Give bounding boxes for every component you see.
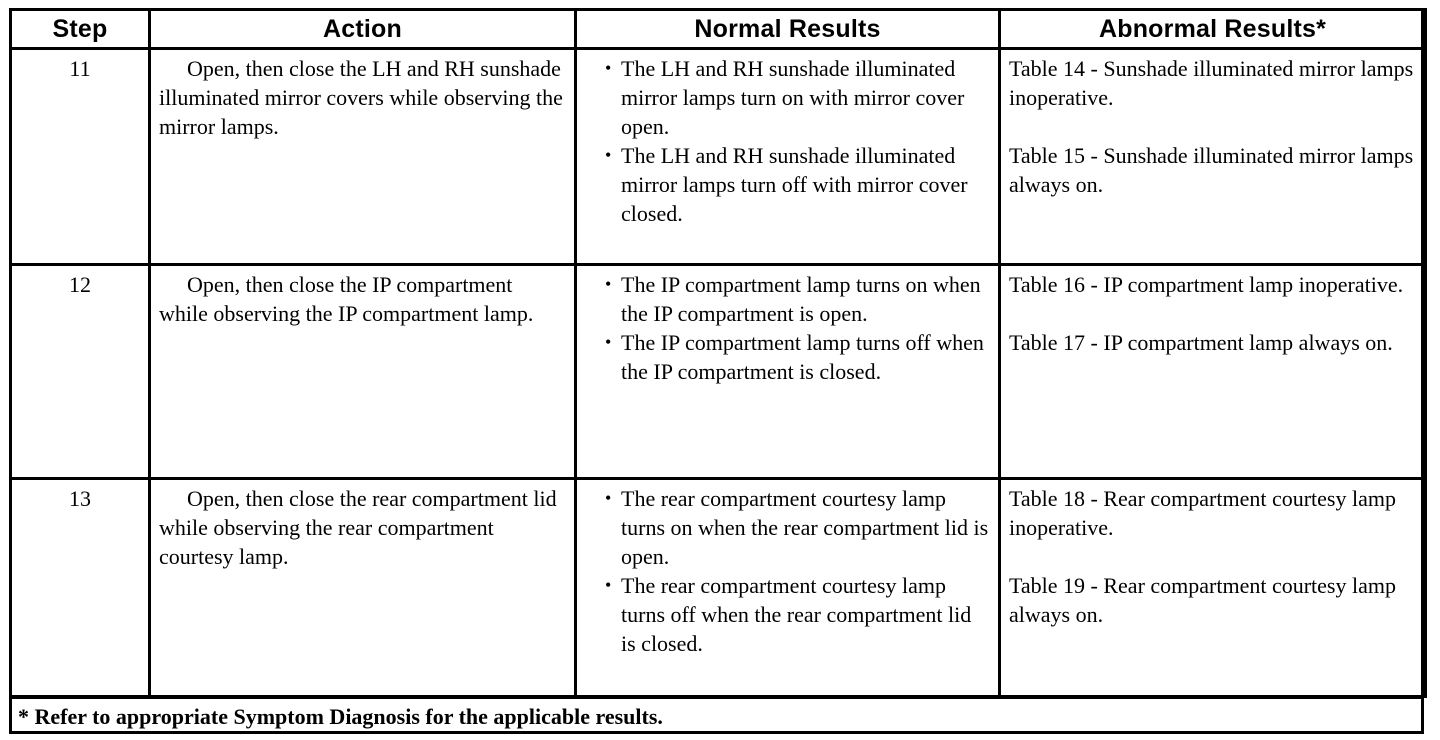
normal-results-cell: [576, 265, 1000, 479]
list-item: • The LH and RH sunshade illuminated mirror lamps turn off with mirror cover closed.: [621, 141, 990, 228]
step-number: 12: [11, 265, 150, 479]
action-text: Open, then close the IP compartment while observing the IP compartment lamp.: [159, 272, 534, 326]
footnote: * Refer to appropriate Symptom Diagnosis for the applicable results.: [12, 696, 1421, 731]
normal-results-list: [585, 484, 990, 658]
list-item: • The IP compartment lamp turns off when the IP compartment is closed.: [621, 328, 990, 386]
list-item: • The rear compartment courtesy lamp turns on when the rear compartment lid is open.: [621, 484, 990, 571]
abnormal-result-link: Table 16 - IP compartment lamp inoperative.: [1009, 272, 1404, 297]
header-action: Action: [150, 10, 576, 49]
table-row: [11, 49, 1426, 265]
list-item: • The rear compartment courtesy lamp turns off when the rear compartment lid is closed.: [621, 571, 990, 658]
abnormal-result-link: Table 17 - IP compartment lamp always on.: [1009, 330, 1393, 355]
diagnostic-table: [9, 8, 1427, 698]
header-step: Step: [11, 10, 150, 49]
action-text: Open, then close the LH and RH sunshade illuminated mirror covers while observing the mirror lamps.: [159, 56, 563, 139]
abnormal-results-cell: [1000, 265, 1426, 479]
abnormal-result-link: Table 19 - Rear compartment courtesy lamp always on.: [1009, 573, 1396, 627]
abnormal-result-link: Table 15 - Sunshade illuminated mirror lamps always on.: [1009, 143, 1414, 197]
step-number: 11: [11, 49, 150, 265]
abnormal-results-cell: [1000, 49, 1426, 265]
abnormal-results-cell: [1000, 479, 1426, 697]
normal-results-cell: [576, 479, 1000, 697]
action-cell: [150, 49, 576, 265]
action-cell: [150, 265, 576, 479]
table-row: [11, 265, 1426, 479]
list-item: • The IP compartment lamp turns on when the IP compartment is open.: [621, 270, 990, 328]
header-row: [11, 10, 1426, 49]
normal-results-cell: [576, 49, 1000, 265]
abnormal-result-link: Table 18 - Rear compartment courtesy lamp inoperative.: [1009, 486, 1396, 540]
action-text: Open, then close the rear compartment lid while observing the rear compartment courtesy lamp.: [159, 486, 557, 569]
abnormal-result-link: Table 14 - Sunshade illuminated mirror lamps inoperative.: [1009, 56, 1414, 110]
header-abnormal-results: Abnormal Results*: [1000, 10, 1426, 49]
table-row: [11, 479, 1426, 697]
list-item: • The LH and RH sunshade illuminated mirror lamps turn on with mirror cover open.: [621, 54, 990, 141]
normal-results-list: [585, 270, 990, 386]
normal-results-list: [585, 54, 990, 228]
header-normal-results: Normal Results: [576, 10, 1000, 49]
action-cell: [150, 479, 576, 697]
step-number: 13: [11, 479, 150, 697]
